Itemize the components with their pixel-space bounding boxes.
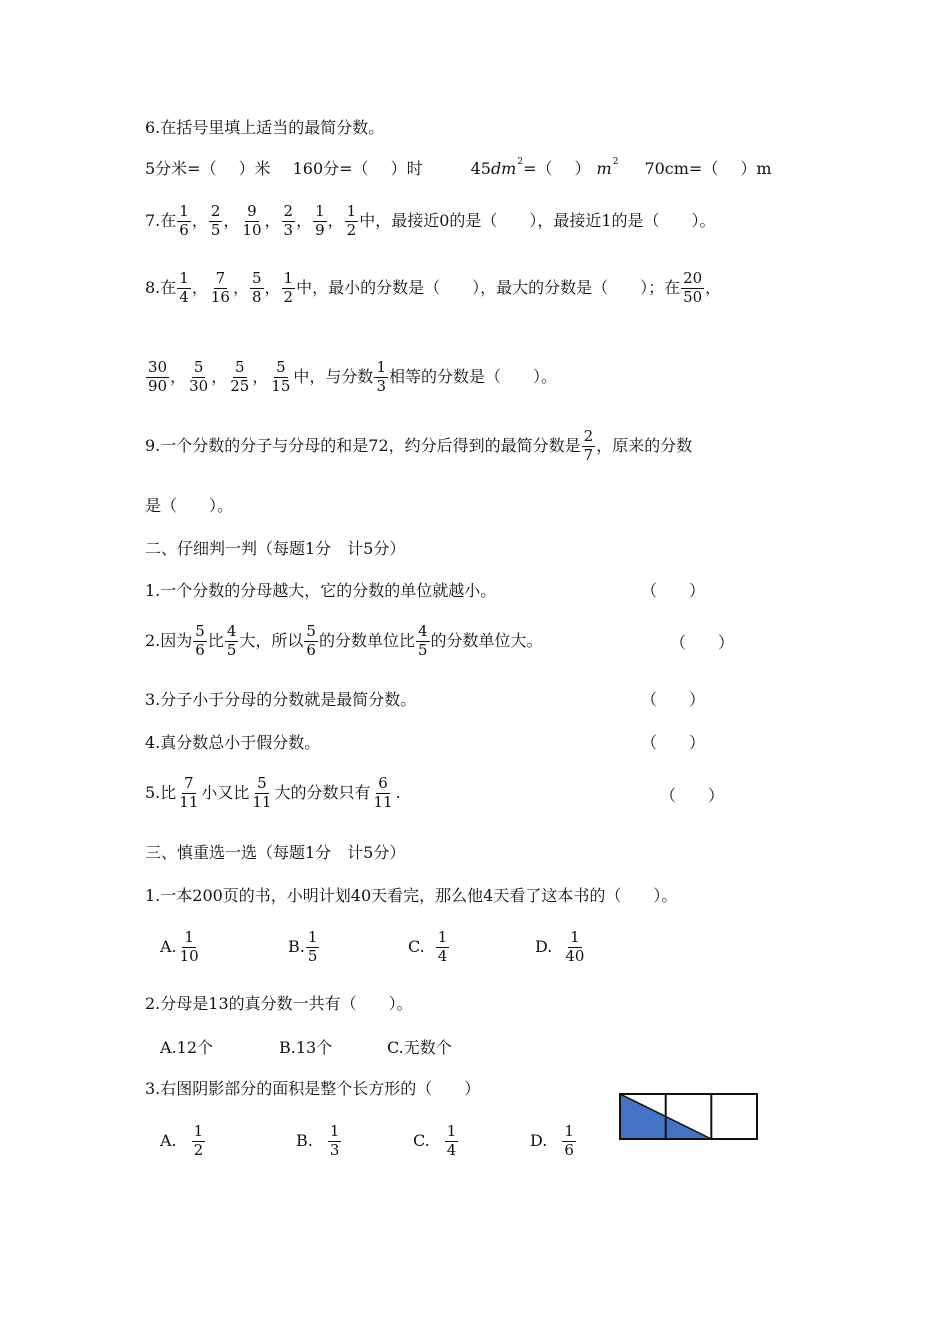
s2-q5: 5.比 $\frac{7}{11}$ 小又比 $\frac{5}{11}$ 大的分数只有 $\frac{6}{11}$ . (145, 774, 401, 811)
s2-q1-paren[interactable]: （ ） (641, 581, 706, 600)
s3-q1-opt-d[interactable]: D. $\frac{1}{40}$ (535, 928, 585, 965)
s3-q2-opt-a[interactable]: A.12个 (160, 1038, 214, 1057)
q7-frac-0: $\frac{1}{6}$ (179, 202, 189, 239)
s3-q1: 1.一本200页的书，小明计划40天看完，那么他4天看了这本书的（ ）。 (145, 886, 678, 905)
s2-q1: 1.一个分数的分母越大，它的分数的单位就越小。 (145, 581, 497, 600)
q6-title: 6.在括号里填上适当的最简分数。 (145, 118, 385, 137)
s3-q2-opt-b[interactable]: B.13个 (279, 1038, 333, 1057)
s3-q3-opt-d[interactable]: D. $\frac{1}{6}$ (530, 1122, 574, 1159)
q8-line2: $\frac{30}{90}$ ， $\frac{5}{30}$ ， $\frac{5}{25}$ ， $\frac{5}{15}$ 中，与分数 $\frac{1}{3}$ 相等的分数是（ ）。 (148, 358, 557, 395)
s2-q2: 2.因为 $\frac{5}{6}$ 比 $\frac{4}{5}$ 大，所以 $\frac{5}{6}$ 的分数单位比 $\frac{4}{5}$ 的分数单位大。 (145, 622, 543, 659)
q8-line1: 8.在 $\frac{1}{4}$ ， $\frac{7}{16}$ ， $\frac{5}{8}$ ， $\frac{1}{2}$ 中，最小的分数是（ ），最大的分数是（ ）；在 $\frac{20}{50}$ ， (145, 269, 722, 306)
s3-q1-opt-b[interactable]: B. $\frac{1}{5}$ (288, 928, 318, 965)
s2-q4-paren[interactable]: （ ） (641, 733, 706, 752)
s3-q1-opt-c[interactable]: C. $\frac{1}{4}$ (408, 928, 448, 965)
s3-q3-opt-b[interactable]: B. $\frac{1}{3}$ (296, 1122, 340, 1159)
shaded-rectangle-diagram (619, 1093, 758, 1140)
s3-q1-opt-a[interactable]: A. $\frac{1}{10}$ (160, 928, 199, 965)
q6-blanks: 5分米=（ ）米 160分=（ ）时 45 dm $^2$ =（ ） m $^2$ 70cm=（ ）m (145, 156, 772, 178)
s2-q5-paren[interactable]: （ ） (660, 786, 725, 805)
q7: 7.在 $\frac{1}{6}$ ， $\frac{2}{5}$ ， $\frac{9}{10}$ ， $\frac{2}{3}$ ， $\frac{1}{9}$ ， $\frac{1}{2}$ 中，最接近0的是（ ），最接近1的是（ ）。 (145, 202, 716, 239)
section3-title: 三、慎重选一选（每题1分 计5分） (145, 843, 406, 862)
q9-line1: 9.一个分数的分子与分母的和是72，约分后得到的最简分数是 $\frac{2}{7}$ ，原来的分数 (145, 427, 693, 464)
q7-frac-5: $\frac{1}{2}$ (346, 202, 357, 239)
s2-q3: 3.分子小于分母的分数就是最简分数。 (145, 690, 417, 709)
q7-frac-4: $\frac{1}{9}$ (315, 202, 325, 239)
s2-q3-paren[interactable]: （ ） (641, 690, 706, 709)
s2-q4: 4.真分数总小于假分数。 (145, 733, 321, 752)
q9-line2: 是（ ）。 (145, 496, 234, 515)
section2-title: 二、仔细判一判（每题1分 计5分） (145, 539, 406, 558)
s2-q2-paren[interactable]: （ ） (670, 633, 735, 652)
s3-q3-opt-c[interactable]: C. $\frac{1}{4}$ (413, 1122, 457, 1159)
s3-q2: 2.分母是13的真分数一共有（ ）。 (145, 994, 413, 1013)
q7-frac-3: $\frac{2}{3}$ (283, 202, 294, 239)
q7-frac-2: $\frac{9}{10}$ (242, 202, 262, 239)
s3-q2-opt-c[interactable]: C.无数个 (387, 1038, 452, 1057)
q7-frac-1: $\frac{2}{5}$ (210, 202, 221, 239)
s3-q3: 3.右图阴影部分的面积是整个长方形的（ ） (145, 1079, 481, 1098)
s3-q3-opt-a[interactable]: A. $\frac{1}{2}$ (160, 1122, 204, 1159)
